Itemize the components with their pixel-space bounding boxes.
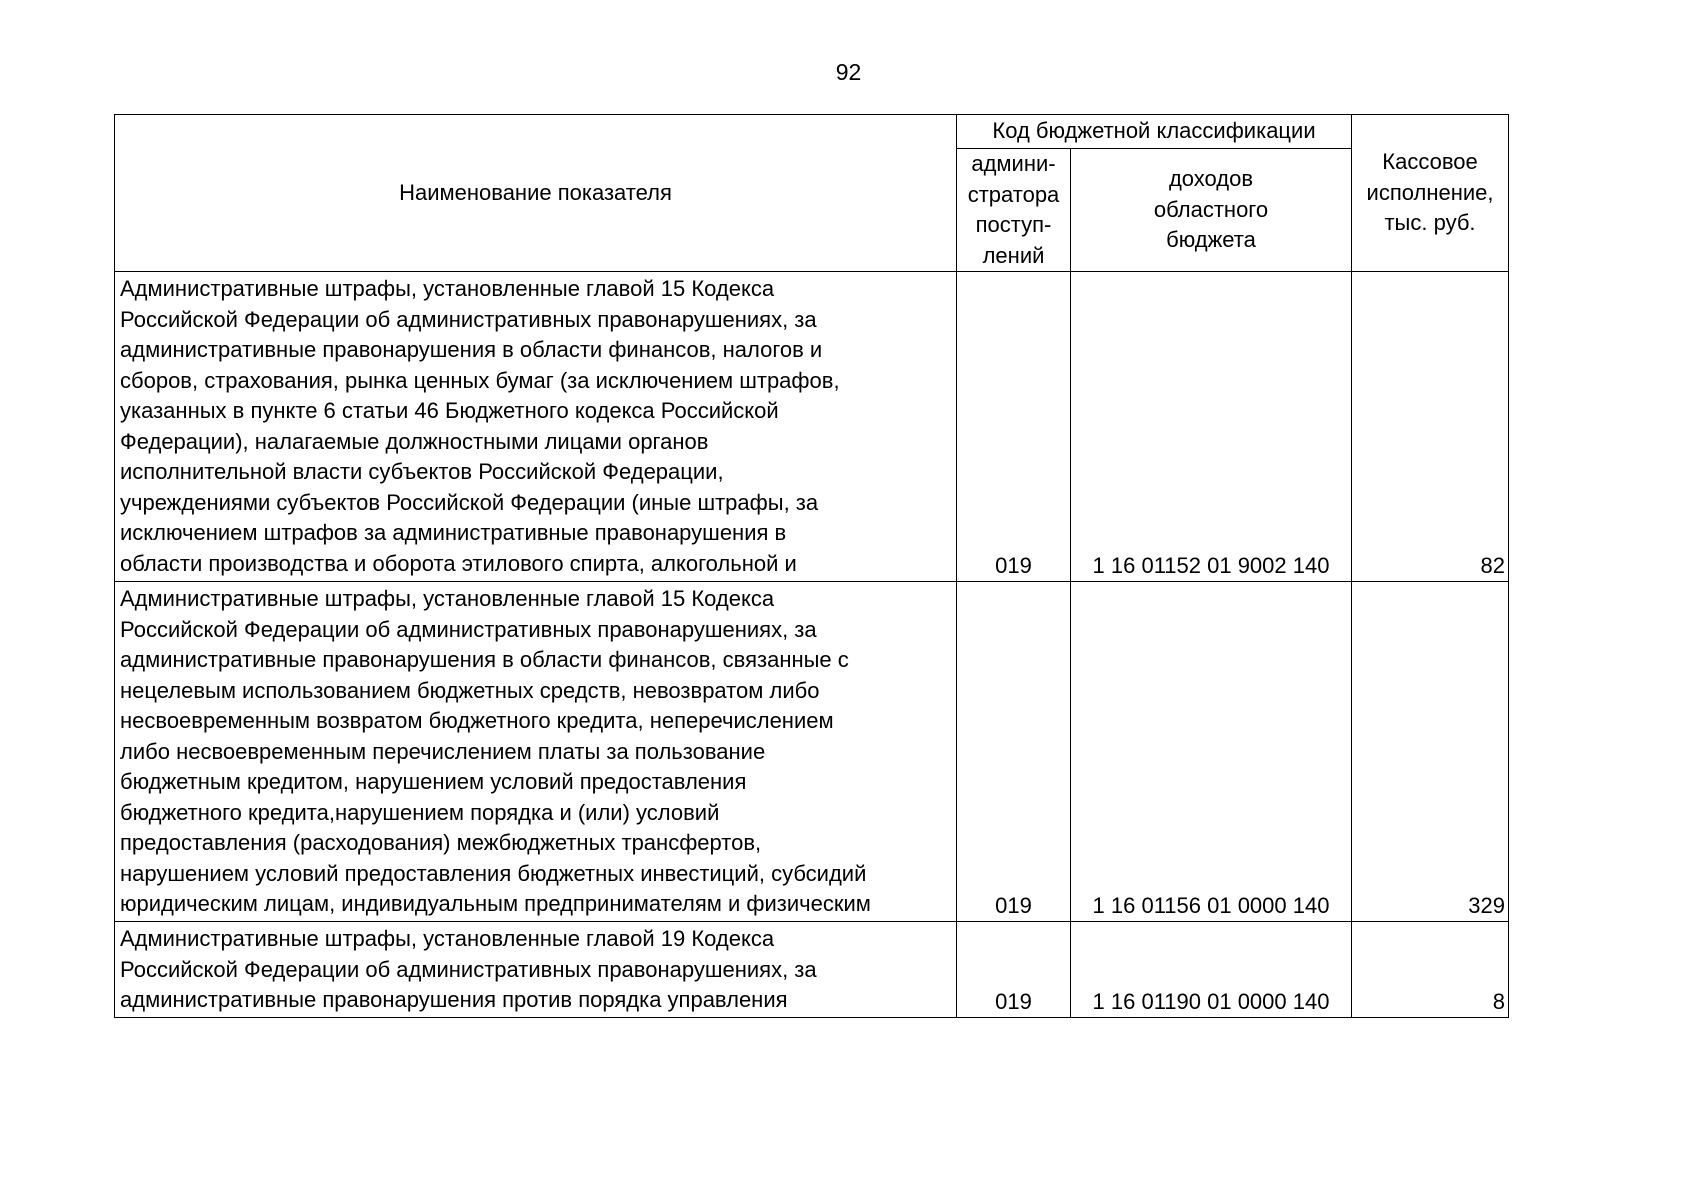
header-cash-execution: Кассовое исполнение, тыс. руб. [1352, 115, 1509, 272]
header-indicator-name: Наименование показателя [115, 115, 957, 272]
revenue-code-cell: 1 16 01190 01 0000 140 [1071, 922, 1352, 1018]
indicator-name-cell: Административные штрафы, установленные главой 15 Кодекса Российской Федерации об административных правонарушениях, за административные правонарушения в области финансов, налогов и сборов, страхования, рынка ценных бумаг (за исключением штрафов, указанных в пункте 6 статьи 46 Бюджетного кодекса Российской Федерации), налагаемые должностными лицами органов исполнительной власти субъектов Российской Федерации, учреждениями субъектов Российской Федерации (иные штрафы, за исключением штрафов за административные правонарушения в области производства и оборота этилового спирта, алкогольной и [115, 272, 957, 582]
table-row [115, 922, 1509, 1018]
cash-execution-cell: 8 [1352, 922, 1509, 1018]
administrator-code-cell: 019 [957, 582, 1071, 922]
cash-execution-cell: 329 [1352, 582, 1509, 922]
revenue-code-cell: 1 16 01156 01 0000 140 [1071, 582, 1352, 922]
cash-execution-cell: 82 [1352, 272, 1509, 582]
header-budget-classification-code: Код бюджетной классификации [957, 115, 1352, 149]
table-row [115, 582, 1509, 922]
page-number: 92 [835, 59, 862, 85]
table-row [115, 272, 1509, 582]
administrator-code-cell: 019 [957, 922, 1071, 1018]
header-revenue-administrator: админи- стратора поступ- лений [957, 149, 1071, 272]
header-regional-budget-revenue: доходов областного бюджета [1071, 149, 1352, 272]
revenue-code-cell: 1 16 01152 01 9002 140 [1071, 272, 1352, 582]
budget-revenue-table [114, 114, 1509, 1018]
administrator-code-cell: 019 [957, 272, 1071, 582]
indicator-name-cell: Административные штрафы, установленные главой 15 Кодекса Российской Федерации об административных правонарушениях, за административные правонарушения в области финансов, связанные с нецелевым использованием бюджетных средств, невозвратом либо несвоевременным возвратом бюджетного кредита, неперечислением либо несвоевременным перечислением платы за пользование бюджетным кредитом, нарушением условий предоставления бюджетного кредита,нарушением порядка и (или) условий предоставления (расходования) межбюджетных трансфертов, нарушением условий предоставления бюджетных инвестиций, субсидий юридическим лицам, индивидуальным предпринимателям и физическим [115, 582, 957, 922]
indicator-name-cell: Административные штрафы, установленные главой 19 Кодекса Российской Федерации об административных правонарушениях, за административные правонарушения против порядка управления [115, 922, 957, 1018]
